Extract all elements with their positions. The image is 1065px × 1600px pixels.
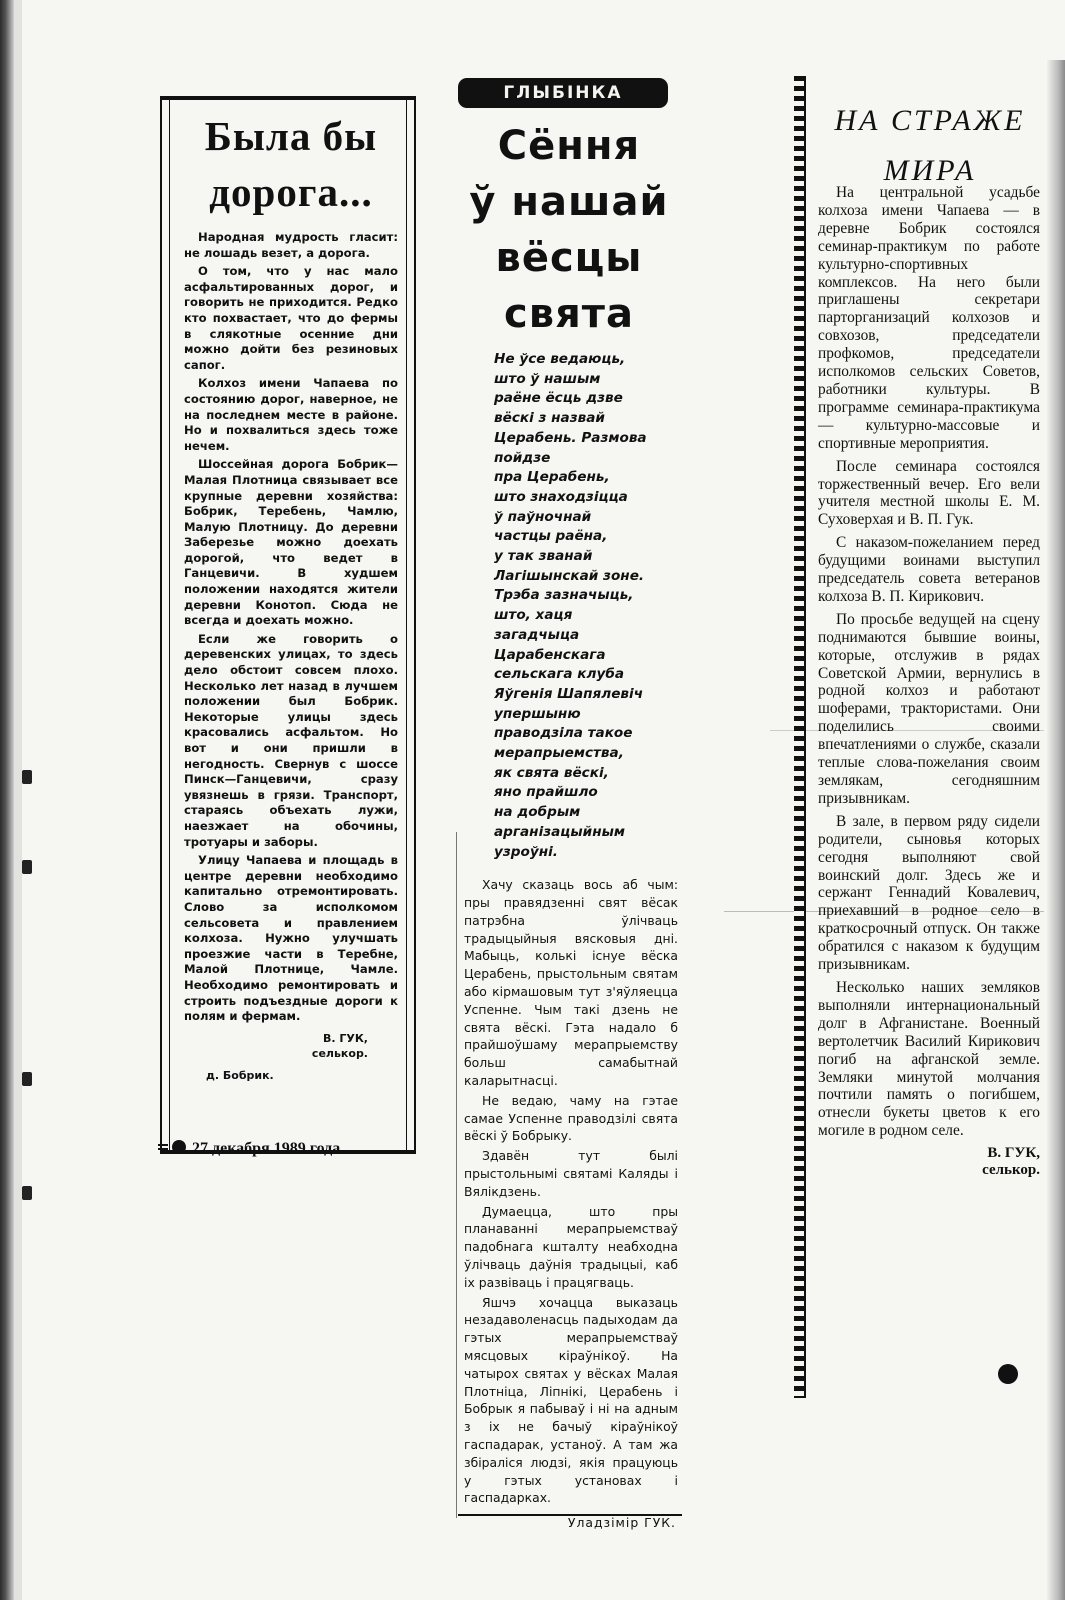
border-line	[804, 76, 806, 1398]
paragraph: О том, что у нас мало асфальтированных дорог, и говорить не приходится. Редко кто похвастает, что до фермы в слякотные осенние дни можно дойти без резиновых сапог.	[184, 264, 398, 372]
lead-line: вёскі з назвай	[494, 410, 605, 427]
article-peace-signature: В. ГУК, селькор.	[982, 1145, 1040, 1179]
lead-line: раёне ёсць дзве	[494, 390, 623, 407]
page-right-edge	[1047, 60, 1065, 1600]
lead-line: мерапрыемства,	[494, 745, 624, 762]
article-peace-title: НА СТРАЖЕ МИРА	[834, 104, 1026, 187]
lead-line: Трэба зазначыць,	[494, 587, 634, 604]
lead-line: Не ўсе ведаюць,	[494, 351, 626, 367]
article-peace-clipping	[794, 76, 1044, 1398]
lead-line: узроўні.	[494, 843, 558, 860]
rubric-label: ГЛЫБІНКА	[458, 78, 668, 108]
paragraph: С наказом-пожеланием перед будущими воинами выступил председатель совета ветеранов колхоза В. П. Кирикович.	[818, 534, 1040, 605]
paragraph: На центральной усадьбе колхоза имени Чапаева — в деревне Бобрик состоялся семинар-практикум по работе культурно-спортивных комплексов. На него были приглашены секретари парторганизаций колхозов и совхозов, председатели профкомов, председатели исполкомов сельских Советов, работники культуры. В программе семинара-практикума — культурно-массовые и спортивные мероприятия.	[818, 184, 1040, 452]
issue-date: 27 декабря 1989 года	[192, 1140, 341, 1157]
page-binding-edge	[0, 0, 14, 1600]
column-bottom-rule	[458, 1514, 682, 1516]
paragraph: Улицу Чапаева и площадь в центре деревни необходимо капитально отремонтировать. Слово за исполкомом сельсовета и правлением колхоза. Нужно улучшать проезжие части в Теребне, Малой Плотнице, Чамле. Необходимо ремонтировать и строить подъездные дороги к полям и фермам.	[184, 853, 398, 1024]
article-holiday-body	[456, 876, 682, 1507]
lead-line: Яўгенія Шапялевіч	[494, 685, 644, 702]
bullet-icon	[172, 1140, 186, 1154]
lead-line: што ў нашым	[494, 370, 601, 387]
article-road-clipping	[160, 96, 416, 1154]
lead-line: яно прайшло	[494, 784, 598, 801]
lead-line: Лагішынскай зоне.	[494, 567, 645, 584]
binding-hole	[22, 860, 32, 874]
lead-line: Церабень. Размова	[494, 429, 647, 446]
lead-line: пойдзе	[494, 449, 551, 466]
paragraph: Колхоз имени Чапаева по состоянию дорог, наверное, не на последнем месте в районе. Но и похвалиться здесь тоже нечем.	[184, 376, 398, 453]
paragraph: Шоссейная дорога Бобрик—Малая Плотница связывает все крупные деревни хозяйства: Бобрик, Теребень, Чамлю, Малую Плотницу. До деревни Заберезье можно доехать дорогой, что ведет в Ганцевичи. В худшем положении находятся жители деревни Конотоп. Сюда не всегда и доехать можно.	[184, 457, 398, 628]
article-holiday-lead	[494, 350, 682, 862]
paragraph: Яшчэ хочацца выказаць незадаволенасць падыходам да гэтых мерапрыемстваў мясцовых кіраўнікоў. На чатырох святах у вёсках Малая Плотніца, Ліпнікі, Церабень і Бобрык я пабываў і ні на адным з іх не бачыў кіраўнікоў гаспадарак, устаноў. А там жа збіраліся людзі, якія працуюць у гэтых установах і гаспадарках.	[464, 1294, 678, 1506]
lead-line: пра Церабень,	[494, 469, 610, 486]
lead-line: Царабенскага	[494, 646, 606, 663]
binding-hole	[22, 1186, 32, 1200]
paragraph: Народная мудрость гласит: не лошадь везет, а дорога.	[184, 230, 398, 260]
lead-line: частцы раёна,	[494, 528, 608, 545]
lead-line: ў паўночнай	[494, 508, 592, 525]
lead-line: што, хаця	[494, 607, 573, 624]
lead-line: на добрым	[494, 804, 581, 821]
lead-line: сельскага клуба	[494, 666, 625, 683]
wavy-border	[794, 76, 804, 1398]
issue-date-line	[158, 1140, 418, 1158]
article-peace-body	[818, 184, 1040, 1179]
article-holiday-title: Сёння ў нашай вёсцы свята	[469, 123, 669, 337]
lead-line: як свята вёскі,	[494, 764, 609, 781]
paragraph: Здавён тут былі прыстольнымі святамі Каляды і Вялікдзень.	[464, 1148, 678, 1199]
paragraph: Думаецца, што пры планаванні мерапрыемстваў падобнага кшталту неабходна ўлічваць даўнія традыцыі, каб іх развіваць і працягваць.	[464, 1203, 678, 1290]
binding-hole	[22, 1072, 32, 1086]
binding-hole	[22, 770, 32, 784]
article-holiday-signature: Уладзімір ГУК.	[567, 1515, 676, 1531]
dash-icon	[158, 1144, 168, 1150]
lead-line: у так званай	[494, 548, 593, 565]
page-margin-strip	[14, 0, 22, 1600]
article-road-place: д. Бобрик.	[206, 1068, 274, 1082]
paragraph: После семинара состоялся торжественный вечер. Его вели учителя местной школы Е. М. Суховерхая и В. П. Гук.	[818, 457, 1040, 529]
article-road-body	[184, 230, 398, 1025]
lead-line: што знаходзіцца	[494, 488, 628, 505]
lead-line: загадчыца	[494, 626, 580, 643]
lead-line: праводзіла такое	[494, 725, 633, 742]
article-road-signature: В. ГУК, селькор.	[311, 1031, 368, 1060]
paragraph: Несколько наших земляков выполняли интернациональный долг в Афганистане. Военный вертолетчик Василий Кирикович погиб на афганской земле. Земляки минутой молчания почтили память о погибшем, отнесли букеты цветов к его могиле в родном селе.	[818, 978, 1040, 1140]
lead-line: арганізацыйным	[494, 823, 625, 840]
bullet-icon	[998, 1364, 1018, 1384]
paragraph: В зале, в первом ряду сидели родители, сыновья которых сегодня выполняют свой воинский долг. Здесь же и сержант Геннадий Ковалевич, приехавший в родное село в краткосрочный отпуск. Он также обратился с наказом к будущим призывникам.	[818, 812, 1040, 974]
paragraph: Не ведаю, чаму на гэтае самае Успенне праводзілі свята вёскі ў Бобрыку.	[464, 1092, 678, 1144]
lead-line: упершыню	[494, 705, 581, 722]
article-road-title: Была бы дорога...	[204, 113, 378, 215]
paragraph: По просьбе ведущей на сцену поднимаются бывшие воины, которые, отслужив в рядах Советской Армии, вернулись в родной колхоз и работают шоферами, трактористами. Они поделились своими впечатлениями о службе, сказали теплые слова-пожелания своим землякам, сегодняшним призывникам.	[818, 610, 1040, 807]
article-holiday-clipping	[456, 78, 682, 1530]
paragraph: Хачу сказаць вось аб чым: пры правядзенні свят вёсак патрэбна ўлічваць традыцыйныя вясковыя дні. Мабыць, колькі існуе вёска Церабень, прыстольным святам або кірмашовым тут з'яўляецца Успенне. Чым такі дзень не свята вёскі. Гэта надало б прайшоўшаму мерапрыемству больш самабытнай каларытнасці.	[464, 877, 678, 1089]
paragraph: Если же говорить о деревенских улицах, то здесь дело обстоит совсем плохо. Несколько лет назад в лучшем положении был Бобрик. Некоторые улицы здесь красовались асфальтом. Но вот и они пришли в негодность. Свернув с шоссе Пинск—Ганцевичи, сразу увязнешь в грязи. Транспорт, стараясь объехать лужи, наезжает на обочины, тротуары и заборы.	[184, 631, 398, 849]
column-divider	[456, 832, 457, 1518]
